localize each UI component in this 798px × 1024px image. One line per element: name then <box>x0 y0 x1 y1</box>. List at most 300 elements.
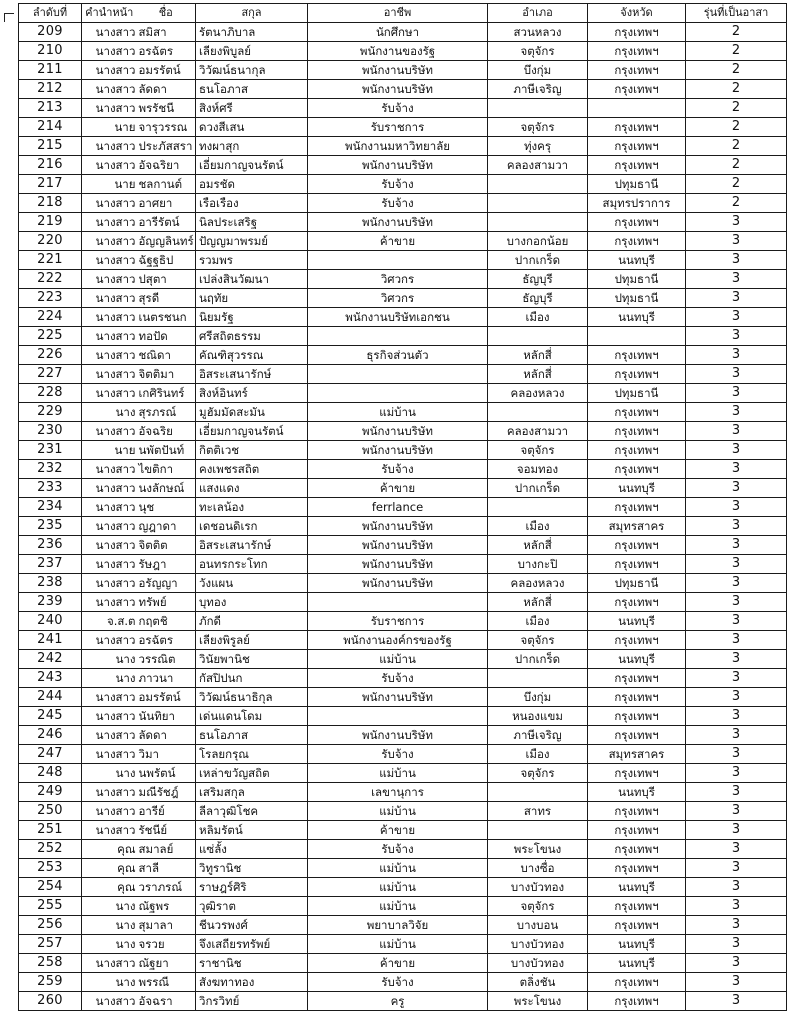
cell-generation: 2 <box>686 137 787 156</box>
cell-first-name: อาศยา <box>137 194 196 213</box>
cell-province: ปทุมธานี <box>588 384 686 403</box>
cell-no: 239 <box>19 593 82 612</box>
cell-generation: 3 <box>686 802 787 821</box>
cell-first-name: จารุวรรณ <box>137 118 196 137</box>
cell-first-name: ณัฐยา <box>137 954 196 973</box>
table-row <box>19 840 787 859</box>
cell-title: นางสาว <box>82 802 137 821</box>
cell-first-name: อารีรัตน์ <box>137 213 196 232</box>
header-province: จังหวัด <box>588 4 686 23</box>
cell-no: 218 <box>19 194 82 213</box>
table-row <box>19 878 787 897</box>
cell-generation: 3 <box>686 612 787 631</box>
cell-no: 246 <box>19 726 82 745</box>
cell-occupation: พนักงานมหาวิทยาลัย <box>308 137 488 156</box>
cell-last-name: ราชานิช <box>196 954 308 973</box>
cell-district <box>488 403 588 422</box>
cell-last-name: ราษฎร์ศิริ <box>196 878 308 897</box>
cell-first-name: นุช <box>137 498 196 517</box>
cell-title: นางสาว <box>82 365 137 384</box>
cell-district: สวนหลวง <box>488 23 588 42</box>
cell-title: นางสาว <box>82 137 137 156</box>
cell-first-name: ทอปัด <box>137 327 196 346</box>
cell-last-name: หลิมรัตน์ <box>196 821 308 840</box>
cell-title: นางสาว <box>82 156 137 175</box>
cell-occupation: รับราชการ <box>308 612 488 631</box>
cell-generation: 3 <box>686 840 787 859</box>
cell-title: นางสาว <box>82 251 137 270</box>
cell-no: 240 <box>19 612 82 631</box>
cell-district: บางกะปิ <box>488 555 588 574</box>
cell-district: จตุจักร <box>488 441 588 460</box>
cell-occupation: พนักงานองค์กรของรัฐ <box>308 631 488 650</box>
header-first-name: ชื่อ <box>137 4 196 23</box>
cell-last-name: เรือเรือง <box>196 194 308 213</box>
table-row <box>19 365 787 384</box>
cell-no: 230 <box>19 422 82 441</box>
table-row <box>19 251 787 270</box>
cell-occupation: พนักงานบริษัท <box>308 80 488 99</box>
cell-no: 216 <box>19 156 82 175</box>
cell-title: คุณ <box>82 840 137 859</box>
cell-last-name: สังฆทาทอง <box>196 973 308 992</box>
cell-generation: 3 <box>686 669 787 688</box>
cell-last-name: วุฒิราต <box>196 897 308 916</box>
cell-first-name: อมรรัตน์ <box>137 61 196 80</box>
cell-district <box>488 783 588 802</box>
cell-district: ปากเกร็ด <box>488 251 588 270</box>
cell-last-name: ทงผาสุก <box>196 137 308 156</box>
cell-district: จอมทอง <box>488 460 588 479</box>
cell-province: กรุงเทพฯ <box>588 346 686 365</box>
cell-title: จ.ส.ต <box>82 612 137 631</box>
cell-generation: 3 <box>686 213 787 232</box>
cell-last-name: เสริมสกุล <box>196 783 308 802</box>
cell-first-name: สุรภรณ์ <box>137 403 196 422</box>
cell-last-name: เปล่งสินวัฒนา <box>196 270 308 289</box>
cell-generation: 2 <box>686 23 787 42</box>
cell-last-name: วิทูรานิช <box>196 859 308 878</box>
cell-generation: 3 <box>686 232 787 251</box>
cell-province: กรุงเทพฯ <box>588 593 686 612</box>
cell-occupation: รับจ้าง <box>308 175 488 194</box>
cell-last-name: อมรชัด <box>196 175 308 194</box>
cell-province: นนทบุรี <box>588 878 686 897</box>
cell-no: 245 <box>19 707 82 726</box>
cell-title: นาย <box>82 118 137 137</box>
cell-generation: 2 <box>686 61 787 80</box>
table-row <box>19 99 787 118</box>
cell-last-name: สิงห์ศรี <box>196 99 308 118</box>
cell-occupation: นักศึกษา <box>308 23 488 42</box>
cell-generation: 3 <box>686 916 787 935</box>
cell-no: 241 <box>19 631 82 650</box>
cell-occupation: พนักงานบริษัท <box>308 156 488 175</box>
cell-first-name: อัญญลินทร์ <box>137 232 196 251</box>
cell-title: นางสาว <box>82 536 137 555</box>
cell-title: นาง <box>82 935 137 954</box>
cell-district: ธัญบุรี <box>488 289 588 308</box>
cell-no: 233 <box>19 479 82 498</box>
table-row <box>19 327 787 346</box>
cell-last-name: เลียงพิบูลย์ <box>196 42 308 61</box>
cell-generation: 3 <box>686 650 787 669</box>
cell-district: บึงกุ่ม <box>488 688 588 707</box>
cell-district: ปากเกร็ด <box>488 650 588 669</box>
table-row <box>19 745 787 764</box>
table-row <box>19 232 787 251</box>
cell-district: เมือง <box>488 612 588 631</box>
cell-district: สาทร <box>488 802 588 821</box>
cell-title: นาง <box>82 916 137 935</box>
cell-district: จตุจักร <box>488 42 588 61</box>
cell-last-name: ศรีสถิตธรรม <box>196 327 308 346</box>
corner-mark-icon <box>2 10 16 24</box>
cell-generation: 3 <box>686 308 787 327</box>
cell-no: 247 <box>19 745 82 764</box>
cell-last-name: กิตติเวช <box>196 441 308 460</box>
cell-generation: 3 <box>686 783 787 802</box>
cell-no: 238 <box>19 574 82 593</box>
cell-district: จตุจักร <box>488 118 588 137</box>
table-row <box>19 289 787 308</box>
cell-title: นางสาว <box>82 384 137 403</box>
cell-no: 260 <box>19 992 82 1011</box>
cell-title: นาง <box>82 973 137 992</box>
cell-occupation: พนักงานบริษัท <box>308 61 488 80</box>
cell-district: ธัญบุรี <box>488 270 588 289</box>
cell-first-name: กฤตชิ <box>137 612 196 631</box>
cell-no: 221 <box>19 251 82 270</box>
table-row <box>19 42 787 61</box>
cell-generation: 3 <box>686 365 787 384</box>
cell-last-name: นิลประเสริฐ <box>196 213 308 232</box>
cell-district: หนองแขม <box>488 707 588 726</box>
cell-province: กรุงเทพฯ <box>588 973 686 992</box>
cell-generation: 3 <box>686 536 787 555</box>
cell-generation: 3 <box>686 403 787 422</box>
cell-province: กรุงเทพฯ <box>588 118 686 137</box>
cell-last-name: เลียงพิรูลย์ <box>196 631 308 650</box>
cell-first-name: ไขติกา <box>137 460 196 479</box>
cell-last-name: วิวัฒน์ธนาธิกุล <box>196 688 308 707</box>
cell-occupation: รับราชการ <box>308 118 488 137</box>
table-row <box>19 688 787 707</box>
cell-province: กรุงเทพฯ <box>588 156 686 175</box>
cell-province: กรุงเทพฯ <box>588 897 686 916</box>
cell-district <box>488 327 588 346</box>
table-row <box>19 726 787 745</box>
cell-last-name: นิยมรัฐ <box>196 308 308 327</box>
cell-no: 254 <box>19 878 82 897</box>
cell-occupation: พนักงานบริษัท <box>308 422 488 441</box>
cell-occupation: พนักงานบริษัท <box>308 555 488 574</box>
cell-province: กรุงเทพฯ <box>588 213 686 232</box>
cell-province: นนทบุรี <box>588 650 686 669</box>
table-row <box>19 783 787 802</box>
cell-first-name: ญฎาดา <box>137 517 196 536</box>
cell-district: พระโขนง <box>488 840 588 859</box>
cell-district: คลองสามวา <box>488 156 588 175</box>
table-row <box>19 346 787 365</box>
cell-province: นนทบุรี <box>588 479 686 498</box>
cell-province: กรุงเทพฯ <box>588 859 686 878</box>
cell-occupation: รับจ้าง <box>308 460 488 479</box>
cell-first-name: อัจฉรา <box>137 992 196 1011</box>
cell-province: สมุทรสาคร <box>588 517 686 536</box>
cell-generation: 3 <box>686 593 787 612</box>
cell-title: นางสาว <box>82 308 137 327</box>
cell-province: กรุงเทพฯ <box>588 80 686 99</box>
cell-first-name: ฉัฐฐธิป <box>137 251 196 270</box>
cell-title: นางสาว <box>82 422 137 441</box>
cell-title: นาง <box>82 650 137 669</box>
cell-title: นางสาว <box>82 574 137 593</box>
cell-title: นางสาว <box>82 992 137 1011</box>
cell-district <box>488 498 588 517</box>
cell-district: จตุจักร <box>488 631 588 650</box>
cell-province <box>588 99 686 118</box>
cell-last-name: แซ่ลั้ง <box>196 840 308 859</box>
table-row <box>19 574 787 593</box>
cell-title: นางสาว <box>82 99 137 118</box>
cell-last-name: ภักดี <box>196 612 308 631</box>
cell-province: นนทบุรี <box>588 308 686 327</box>
cell-occupation: แม่บ้าน <box>308 897 488 916</box>
cell-occupation: ธุรกิจส่วนตัว <box>308 346 488 365</box>
cell-no: 219 <box>19 213 82 232</box>
cell-title: นางสาว <box>82 688 137 707</box>
cell-first-name: จิตติมา <box>137 365 196 384</box>
cell-province: นนทบุรี <box>588 251 686 270</box>
cell-province <box>588 327 686 346</box>
cell-last-name: อิสระเสนารักษ์ <box>196 536 308 555</box>
cell-province: กรุงเทพฯ <box>588 631 686 650</box>
table-row <box>19 935 787 954</box>
cell-district <box>488 194 588 213</box>
cell-last-name: วิวัฒน์ธนากุล <box>196 61 308 80</box>
table-row <box>19 536 787 555</box>
cell-no: 236 <box>19 536 82 555</box>
cell-title: นางสาว <box>82 631 137 650</box>
cell-last-name: อนทรกระโทก <box>196 555 308 574</box>
cell-title: นางสาว <box>82 517 137 536</box>
cell-last-name: ธนโอภาส <box>196 80 308 99</box>
cell-occupation: รับจ้าง <box>308 669 488 688</box>
cell-title: นางสาว <box>82 707 137 726</box>
cell-province: กรุงเทพฯ <box>588 992 686 1011</box>
cell-generation: 3 <box>686 954 787 973</box>
cell-no: 250 <box>19 802 82 821</box>
cell-occupation: พยาบาลวิจัย <box>308 916 488 935</box>
cell-occupation: พนักงานบริษัท <box>308 726 488 745</box>
cell-district: เมือง <box>488 308 588 327</box>
cell-district: บึงกุ่ม <box>488 61 588 80</box>
cell-first-name: ประภัสสรา <box>137 137 196 156</box>
cell-no: 229 <box>19 403 82 422</box>
cell-first-name: เกศิรินทร์ <box>137 384 196 403</box>
cell-occupation: พนักงานบริษัท <box>308 536 488 555</box>
cell-first-name: ภาวนา <box>137 669 196 688</box>
cell-province: กรุงเทพฯ <box>588 23 686 42</box>
cell-first-name: วรรณิต <box>137 650 196 669</box>
cell-district: ภาษีเจริญ <box>488 80 588 99</box>
cell-last-name: รัตนาภิบาล <box>196 23 308 42</box>
cell-generation: 3 <box>686 935 787 954</box>
cell-generation: 2 <box>686 99 787 118</box>
volunteer-sheet <box>18 3 786 1011</box>
cell-generation: 2 <box>686 175 787 194</box>
cell-generation: 3 <box>686 878 787 897</box>
cell-no: 217 <box>19 175 82 194</box>
cell-occupation <box>308 327 488 346</box>
cell-occupation <box>308 384 488 403</box>
cell-last-name: นฤทัย <box>196 289 308 308</box>
header-last-name: สกุล <box>196 4 308 23</box>
cell-occupation: แม่บ้าน <box>308 802 488 821</box>
cell-last-name: จึงเสถียรทรัพย์ <box>196 935 308 954</box>
cell-last-name: วินัยพานิช <box>196 650 308 669</box>
header-district: อำเภอ <box>488 4 588 23</box>
cell-last-name: วิกรวิทย์ <box>196 992 308 1011</box>
cell-first-name: มณีรัชฎ์ <box>137 783 196 802</box>
table-row <box>19 916 787 935</box>
cell-generation: 3 <box>686 631 787 650</box>
cell-no: 252 <box>19 840 82 859</box>
cell-no: 213 <box>19 99 82 118</box>
cell-generation: 3 <box>686 897 787 916</box>
cell-no: 242 <box>19 650 82 669</box>
cell-province: กรุงเทพฯ <box>588 764 686 783</box>
cell-district: บางบัวทอง <box>488 935 588 954</box>
cell-last-name: ทะเลน้อง <box>196 498 308 517</box>
table-row <box>19 821 787 840</box>
table-row <box>19 517 787 536</box>
cell-no: 223 <box>19 289 82 308</box>
cell-generation: 3 <box>686 707 787 726</box>
cell-district <box>488 99 588 118</box>
cell-province: กรุงเทพฯ <box>588 840 686 859</box>
cell-occupation <box>308 593 488 612</box>
cell-title: นางสาว <box>82 460 137 479</box>
cell-first-name: อรฉัตร <box>137 631 196 650</box>
cell-last-name: เด่นแดนโดม <box>196 707 308 726</box>
cell-district: ปากเกร็ด <box>488 479 588 498</box>
table-row <box>19 631 787 650</box>
table-row <box>19 498 787 517</box>
table-row <box>19 650 787 669</box>
cell-province: กรุงเทพฯ <box>588 498 686 517</box>
cell-no: 234 <box>19 498 82 517</box>
cell-first-name: นงลักษณ์ <box>137 479 196 498</box>
cell-generation: 3 <box>686 992 787 1011</box>
cell-province: ปทุมธานี <box>588 289 686 308</box>
cell-no: 235 <box>19 517 82 536</box>
table-row <box>19 612 787 631</box>
cell-occupation: รับจ้าง <box>308 194 488 213</box>
cell-last-name: รวมพร <box>196 251 308 270</box>
cell-title: นางสาว <box>82 498 137 517</box>
table-row <box>19 764 787 783</box>
cell-district: คลองสามวา <box>488 422 588 441</box>
header-generation: รุ่นที่เป็นอาสา <box>686 4 787 23</box>
cell-last-name: เอี่ยมกาญจนรัตน์ <box>196 156 308 175</box>
cell-title: นาง <box>82 669 137 688</box>
cell-district: หลักสี่ <box>488 536 588 555</box>
cell-title: นางสาว <box>82 327 137 346</box>
cell-first-name: จรวย <box>137 935 196 954</box>
cell-province: นนทบุรี <box>588 612 686 631</box>
cell-occupation: ค้าขาย <box>308 821 488 840</box>
cell-first-name: อารีย์ <box>137 802 196 821</box>
table-row <box>19 802 787 821</box>
table-row <box>19 897 787 916</box>
cell-title: นางสาว <box>82 213 137 232</box>
cell-district <box>488 175 588 194</box>
cell-district <box>488 821 588 840</box>
cell-occupation <box>308 251 488 270</box>
cell-first-name: นพรัตน์ <box>137 764 196 783</box>
cell-title: นางสาว <box>82 479 137 498</box>
table-row <box>19 479 787 498</box>
cell-generation: 2 <box>686 80 787 99</box>
cell-title: คุณ <box>82 878 137 897</box>
cell-province: นนทบุรี <box>588 935 686 954</box>
cell-first-name: ณัฐพร <box>137 897 196 916</box>
table-row <box>19 175 787 194</box>
table-row <box>19 992 787 1011</box>
cell-province: ปทุมธานี <box>588 175 686 194</box>
cell-title: นางสาว <box>82 954 137 973</box>
cell-last-name: บุทอง <box>196 593 308 612</box>
cell-generation: 2 <box>686 156 787 175</box>
cell-title: นางสาว <box>82 289 137 308</box>
cell-no: 224 <box>19 308 82 327</box>
cell-first-name: รัษฎา <box>137 555 196 574</box>
cell-province: กรุงเทพฯ <box>588 802 686 821</box>
cell-first-name: ทรัพย์ <box>137 593 196 612</box>
cell-no: 211 <box>19 61 82 80</box>
table-row <box>19 270 787 289</box>
cell-generation: 2 <box>686 118 787 137</box>
header-title: คำนำหน้า <box>82 4 137 23</box>
cell-first-name: รัชนีย์ <box>137 821 196 840</box>
cell-generation: 3 <box>686 517 787 536</box>
cell-last-name: คัณฑิสุวรรณ <box>196 346 308 365</box>
table-row <box>19 593 787 612</box>
cell-last-name: ดวงสีเสน <box>196 118 308 137</box>
cell-occupation: พนักงานบริษัท <box>308 517 488 536</box>
cell-title: นางสาว <box>82 80 137 99</box>
cell-province: ปทุมธานี <box>588 270 686 289</box>
table-row <box>19 555 787 574</box>
cell-generation: 3 <box>686 479 787 498</box>
cell-occupation: ค้าขาย <box>308 954 488 973</box>
cell-district: จตุจักร <box>488 764 588 783</box>
table-row <box>19 422 787 441</box>
cell-title: นางสาว <box>82 23 137 42</box>
cell-no: 259 <box>19 973 82 992</box>
cell-province: กรุงเทพฯ <box>588 555 686 574</box>
cell-district: ทุ่งครุ <box>488 137 588 156</box>
cell-province: กรุงเทพฯ <box>588 688 686 707</box>
cell-title: นางสาว <box>82 726 137 745</box>
cell-first-name: สมาลย์ <box>137 840 196 859</box>
cell-no: 243 <box>19 669 82 688</box>
cell-district: บางบัวทอง <box>488 954 588 973</box>
cell-title: นาง <box>82 764 137 783</box>
cell-generation: 3 <box>686 764 787 783</box>
